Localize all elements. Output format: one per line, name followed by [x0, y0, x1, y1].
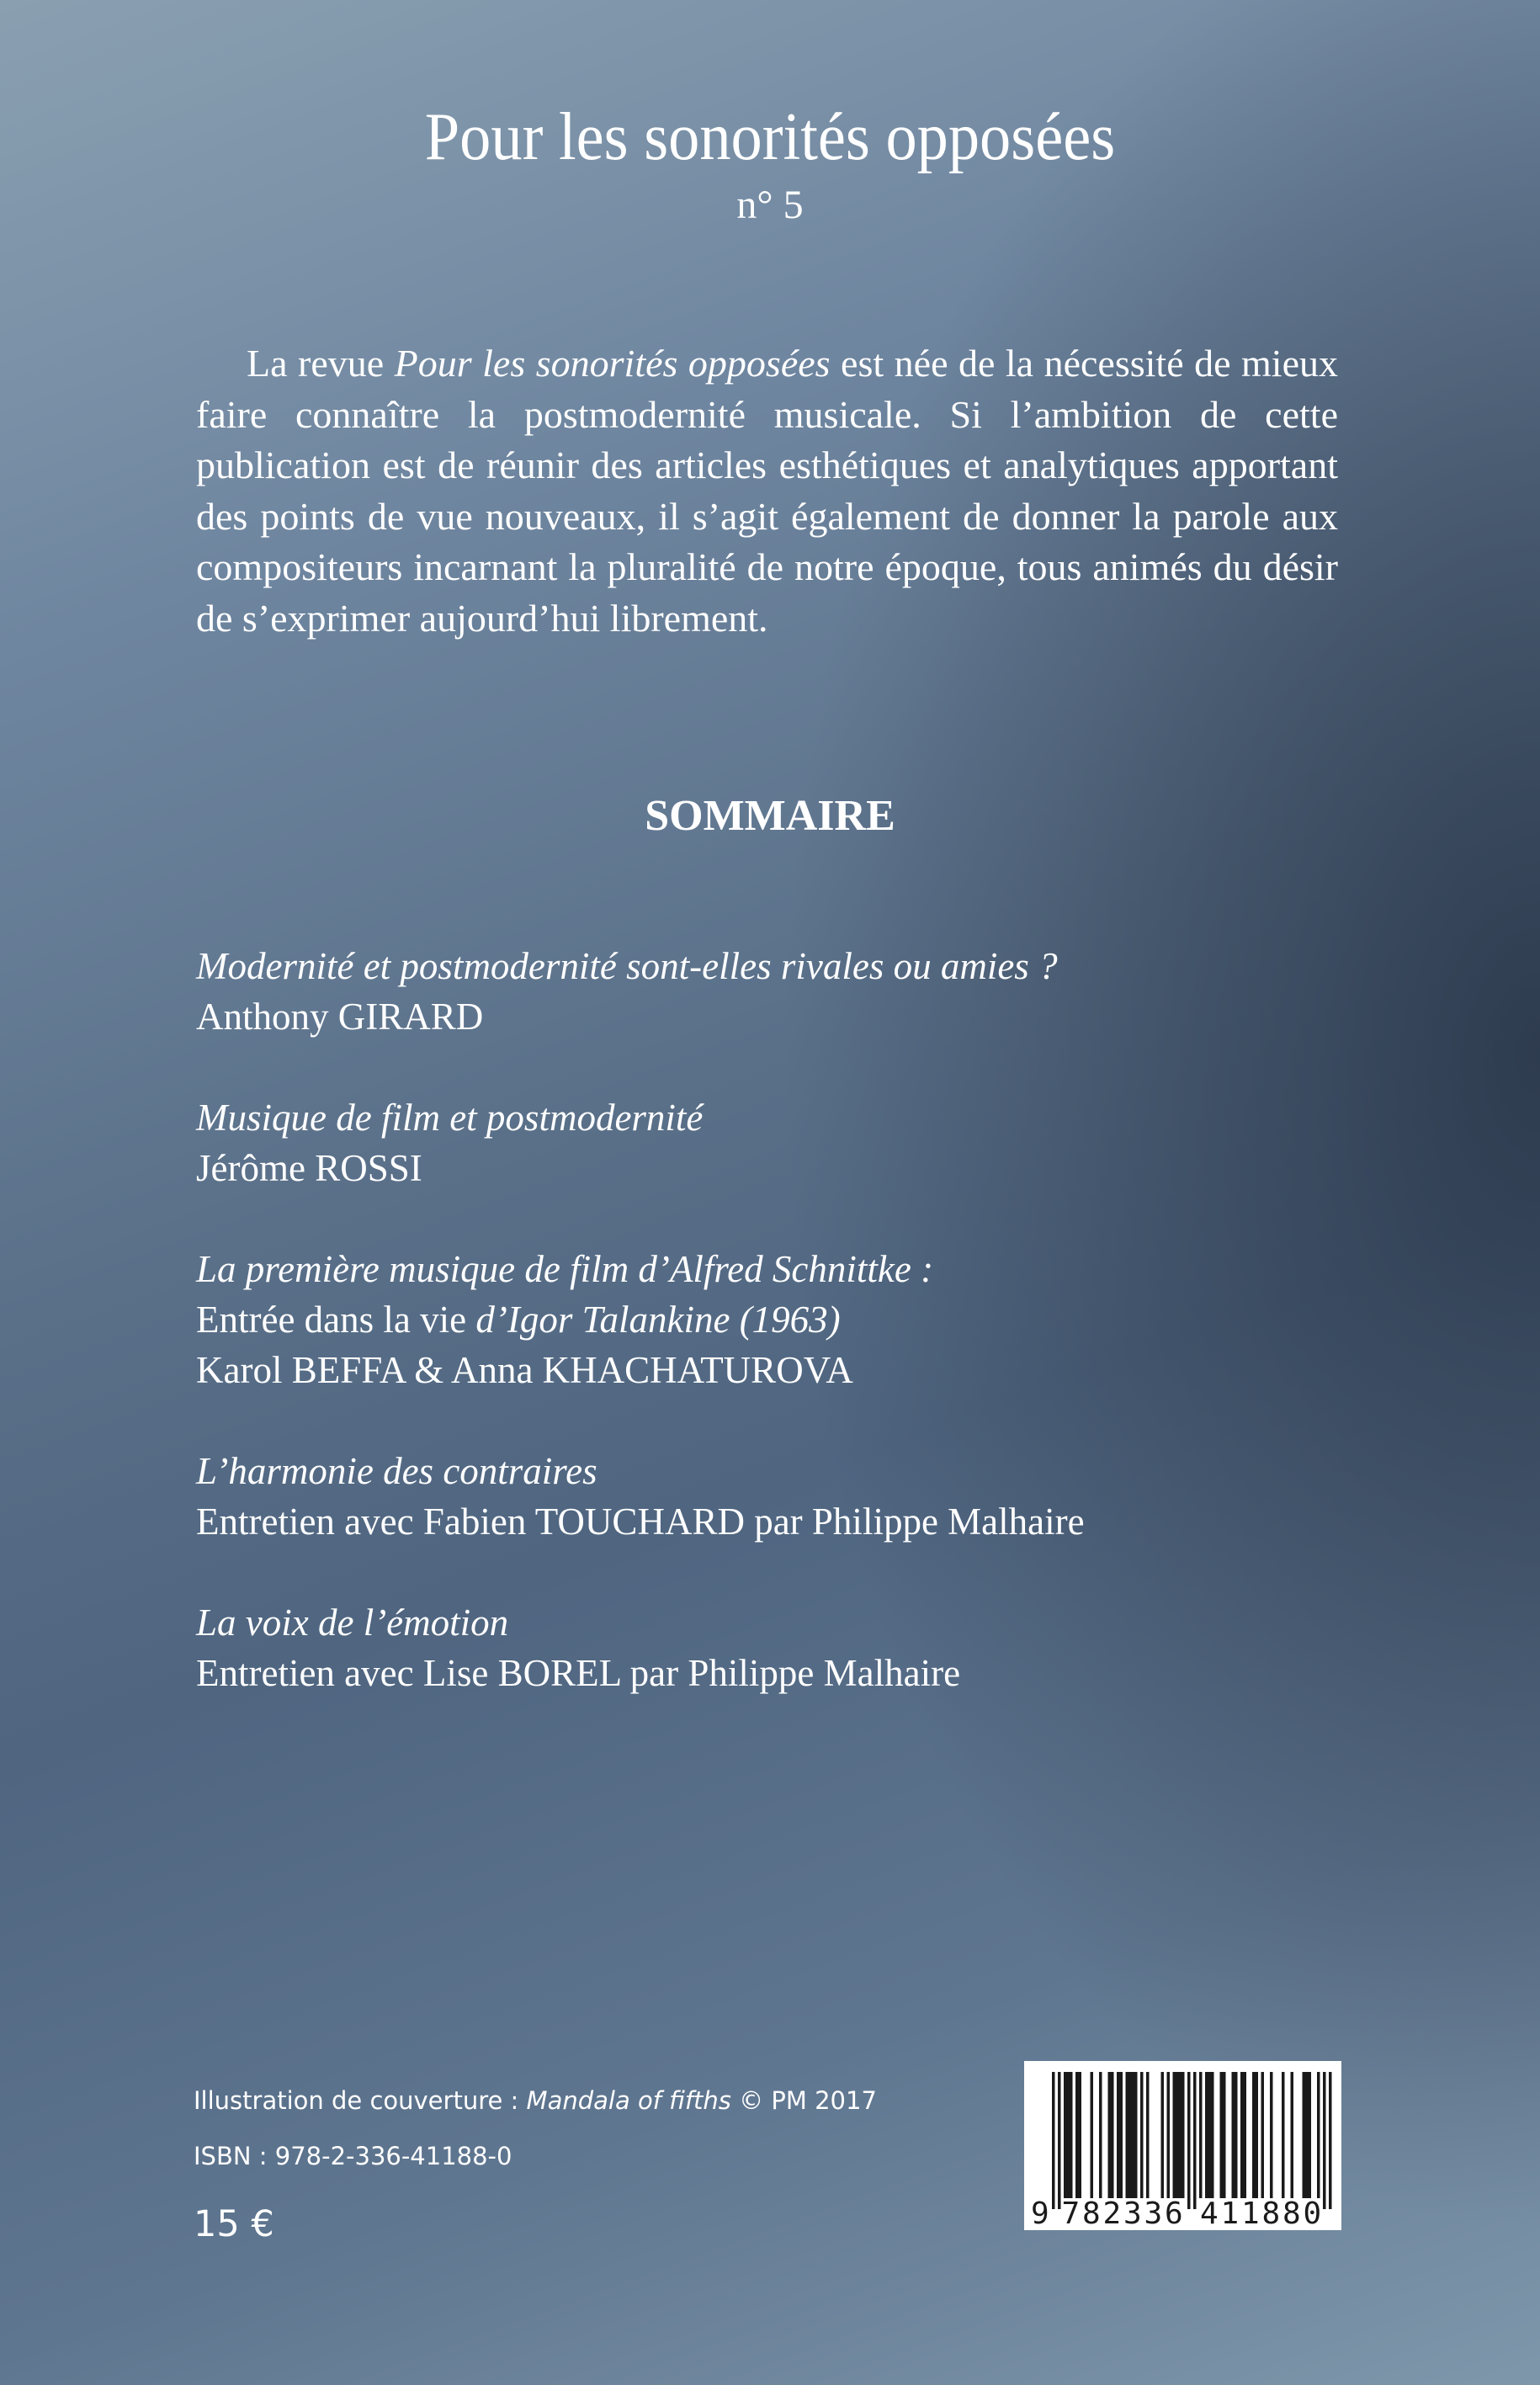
svg-text:3: 3	[1123, 2196, 1142, 2230]
svg-text:8: 8	[1082, 2196, 1101, 2230]
credit-label: Illustration de couverture :	[194, 2086, 527, 2115]
svg-text:4: 4	[1200, 2196, 1219, 2230]
price: 15 €	[194, 2203, 274, 2245]
svg-text:1: 1	[1241, 2196, 1260, 2230]
intro-body: est née de la nécessité de mieux faire connaître la postmodernité musicale. Si l’ambition de cette publication est de réunir des articles esthétiques et analytiques apportant des points de vue nouveaux, il s’agit également de donner la parole aux compositeurs incarnant la pluralité de notre époque, tous animés du désir de s’exprimer aujourd’hui librement.	[196, 342, 1338, 640]
svg-text:7: 7	[1061, 2196, 1081, 2230]
intro-lead: La revue	[247, 342, 395, 385]
toc-subtitle-italic: d’Igor Talankine (1963)	[475, 1299, 841, 1341]
toc-entry	[196, 1244, 1374, 1395]
svg-text:8: 8	[1282, 2196, 1301, 2230]
toc-entry-title: Musique de film et postmodernité	[196, 1097, 704, 1139]
svg-text:1: 1	[1220, 2196, 1240, 2230]
isbn: ISBN : 978-2-336-41188-0	[194, 2142, 512, 2170]
toc-entry-title: La voix de l’émotion	[196, 1602, 509, 1644]
toc-entry-title: La première musique de film d’Alfred Schnittke :	[196, 1248, 934, 1290]
svg-text:0: 0	[1303, 2196, 1322, 2230]
svg-text:3: 3	[1144, 2196, 1163, 2230]
toc-entry-authors: Entretien avec Fabien TOUCHARD par Philippe Malhaire	[196, 1501, 1085, 1543]
ean13-barcode-icon	[1024, 2061, 1341, 2230]
issue-number: n° 5	[736, 183, 804, 227]
toc-entry-subtitle	[196, 1294, 1374, 1345]
toc-entry	[196, 1597, 1374, 1698]
toc-entry-authors: Anthony GIRARD	[196, 996, 484, 1038]
svg-text:2: 2	[1102, 2196, 1122, 2230]
cover-illustration-credit	[194, 2085, 877, 2116]
toc-subtitle-plain: Entrée dans la vie	[196, 1299, 476, 1341]
toc-entry	[196, 1446, 1374, 1547]
toc-entry	[196, 941, 1374, 1042]
toc-entry-authors: Karol BEFFA & Anna KHACHATUROVA	[196, 1349, 853, 1391]
svg-text:6: 6	[1165, 2196, 1183, 2230]
toc-entry-title: Modernité et postmodernité sont-elles rivales ou amies ?	[196, 945, 1058, 987]
intro-journal-name: Pour les sonorités opposées	[394, 342, 831, 385]
sommaire-heading: SOMMAIRE	[645, 792, 895, 840]
intro-paragraph	[196, 338, 1338, 644]
toc-entry-authors: Jérôme ROSSI	[196, 1147, 422, 1189]
barcode-graphic	[1024, 2061, 1341, 2230]
svg-text:8: 8	[1261, 2196, 1281, 2230]
toc-entry-title: L’harmonie des contraires	[196, 1450, 597, 1492]
svg-text:9: 9	[1031, 2196, 1049, 2230]
toc-entry	[196, 1092, 1374, 1193]
toc-entry-authors: Entretien avec Lise BOREL par Philippe Malhaire	[196, 1652, 961, 1694]
credit-copyright: © PM 2017	[730, 2086, 877, 2115]
credit-work-title: Mandala of fifths	[526, 2086, 731, 2115]
journal-title: Pour les sonorités opposées	[424, 100, 1116, 174]
